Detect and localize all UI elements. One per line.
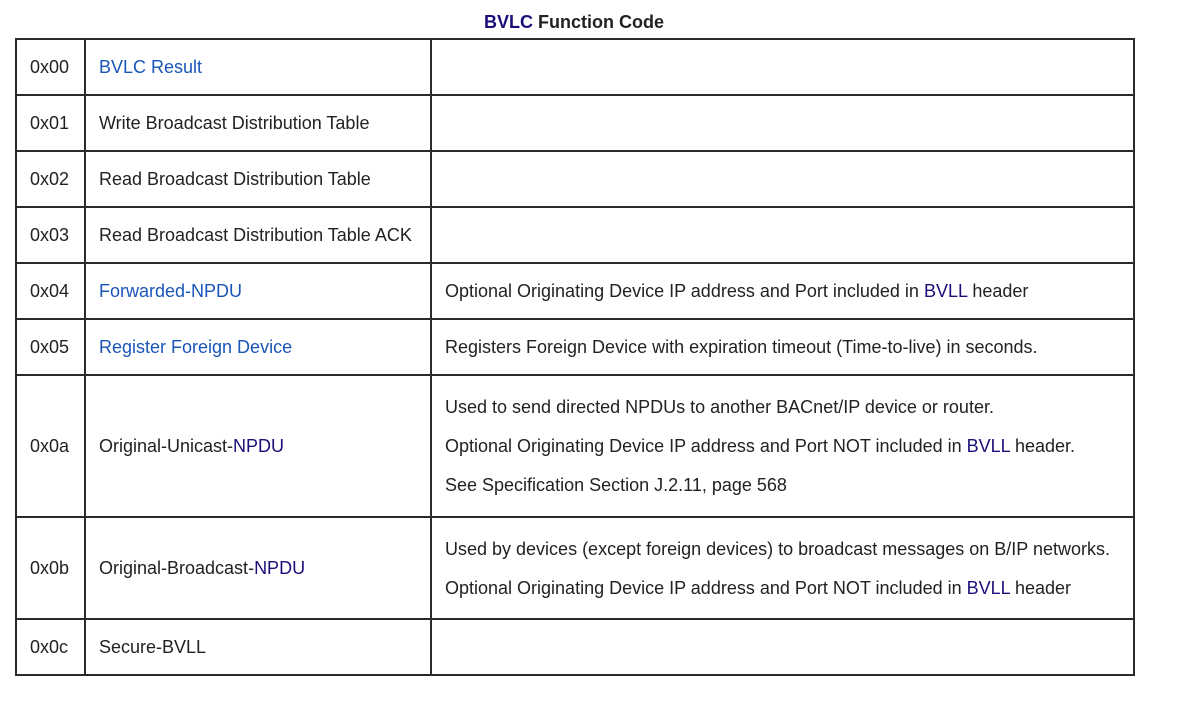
description-text: Registers Foreign Device with expiration timeout (Time-to-live) in seconds. — [445, 337, 1038, 357]
function-name-cell — [85, 151, 431, 207]
function-name-cell — [85, 517, 431, 619]
function-name: Original-Broadcast- — [99, 558, 255, 578]
description-text: header. — [1010, 436, 1076, 456]
table-row — [16, 319, 1134, 375]
table-row — [16, 207, 1134, 263]
function-code-cell — [16, 517, 85, 619]
description-line — [445, 279, 1120, 303]
description-cell — [431, 151, 1134, 207]
function-name-link[interactable]: Forwarded-NPDU — [99, 281, 243, 301]
abbreviation: NPDU — [254, 558, 306, 578]
table-row — [16, 375, 1134, 517]
function-code: 0x04 — [30, 281, 70, 301]
description-text: header — [1010, 577, 1072, 598]
function-code-table — [15, 38, 1135, 676]
description-cell — [431, 39, 1134, 95]
function-name-cell — [85, 375, 431, 517]
function-name: Read Broadcast Distribution Table ACK — [99, 225, 412, 245]
function-name: Secure-BVLL — [99, 637, 207, 657]
description-text: Optional Originating Device IP address and Port NOT included in — [445, 577, 967, 598]
description-text: Used to send directed NPDUs to another BACnet/IP device or router. — [445, 397, 994, 417]
description-cell — [431, 263, 1134, 319]
description-cell — [431, 319, 1134, 375]
function-name-cell — [85, 207, 431, 263]
description-text: Optional Originating Device IP address and Port included in — [445, 281, 924, 301]
table-row — [16, 39, 1134, 95]
description-line — [445, 473, 1120, 497]
description-line — [445, 335, 1120, 359]
description-cell — [431, 207, 1134, 263]
title-text: Function Code — [533, 12, 664, 32]
function-name-cell — [85, 95, 431, 151]
table-row — [16, 151, 1134, 207]
table-row — [16, 619, 1134, 675]
description-line — [445, 434, 1120, 458]
function-code: 0x03 — [30, 225, 70, 245]
table-row — [16, 95, 1134, 151]
function-name-cell — [85, 619, 431, 675]
function-code-cell — [16, 263, 85, 319]
function-name: Original-Unicast- — [99, 436, 234, 456]
description-text: Optional Originating Device IP address and Port NOT included in — [445, 436, 967, 456]
function-name-link[interactable]: Register Foreign Device — [99, 337, 293, 357]
description-text: Used by devices (except foreign devices) to broadcast messages on B/IP networks. — [445, 538, 1110, 559]
function-code-cell — [16, 375, 85, 517]
function-code: 0x0b — [30, 558, 70, 578]
function-code: 0x0c — [30, 637, 69, 657]
title-abbreviation: BVLC — [484, 12, 533, 32]
function-code: 0x02 — [30, 169, 70, 189]
function-name: Read Broadcast Distribution Table — [99, 169, 371, 189]
abbreviation: BVLL — [966, 436, 1010, 456]
description-cell — [431, 619, 1134, 675]
function-name-cell — [85, 39, 431, 95]
description-text: See Specification Section J.2.11, page 568 — [445, 475, 787, 495]
table-row — [16, 263, 1134, 319]
function-code-cell — [16, 95, 85, 151]
abbreviation: NPDU — [233, 436, 285, 456]
description-cell — [431, 95, 1134, 151]
function-name: Write Broadcast Distribution Table — [99, 113, 370, 133]
function-code: 0x01 — [30, 113, 70, 133]
abbreviation: BVLL — [966, 577, 1010, 598]
function-name-cell — [85, 319, 431, 375]
function-code: 0x05 — [30, 337, 70, 357]
function-code-cell — [16, 319, 85, 375]
function-code-cell — [16, 619, 85, 675]
function-code-cell — [16, 39, 85, 95]
table-row — [16, 517, 1134, 619]
description-text: header — [967, 281, 1029, 301]
description-line — [445, 537, 1120, 561]
description-cell — [431, 517, 1134, 619]
description-cell — [431, 375, 1134, 517]
function-name-link[interactable]: BVLC Result — [99, 57, 203, 77]
function-code: 0x0a — [30, 436, 70, 456]
table-body — [16, 39, 1134, 675]
table-title — [0, 10, 1148, 34]
function-code-cell — [16, 207, 85, 263]
description-line — [445, 576, 1120, 600]
function-name-cell — [85, 263, 431, 319]
abbreviation: BVLL — [923, 281, 968, 301]
description-line — [445, 395, 1120, 419]
function-code: 0x00 — [30, 57, 70, 77]
function-code-cell — [16, 151, 85, 207]
